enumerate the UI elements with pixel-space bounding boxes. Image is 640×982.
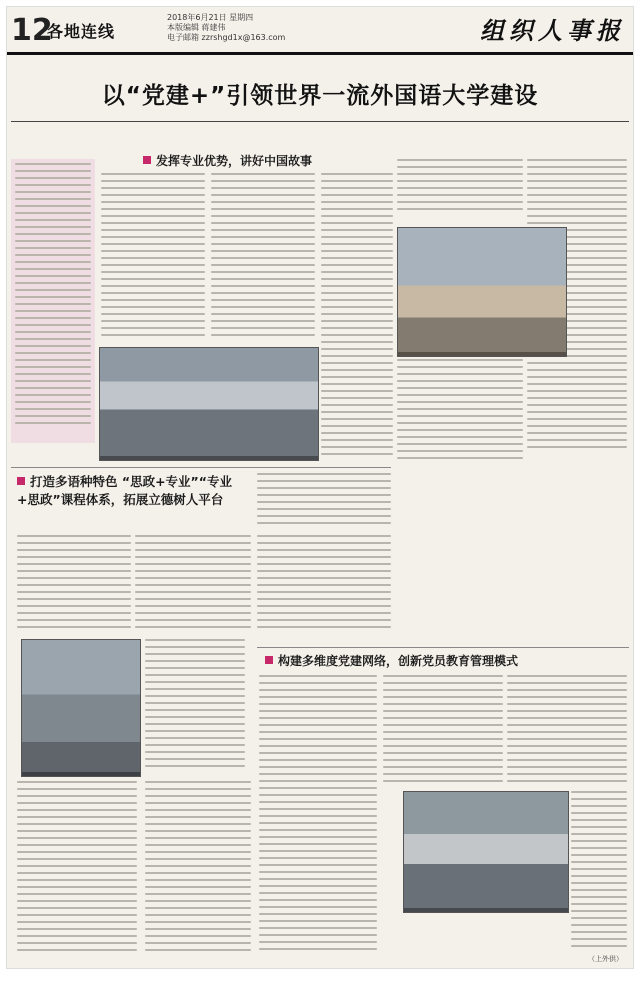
section1-title: 发挥专业优势，讲好中国故事 [156, 154, 313, 168]
section1-col3 [321, 173, 393, 463]
issue-editor: 本版编辑 蒋建伟 [167, 23, 226, 32]
section2-col1b [17, 781, 137, 961]
section2-heading [17, 473, 253, 509]
section2-col2c [145, 781, 251, 961]
lead-text [15, 163, 91, 439]
section2-col3 [257, 535, 391, 635]
section3-title: 构建多维度党建网络，创新党员教育管理模式 [278, 654, 519, 668]
lead-intro [11, 159, 95, 443]
issue-email: 电子邮箱 zzrshgd1x@163.com [167, 33, 286, 42]
issue-meta [167, 13, 285, 43]
section2-col-right-top [257, 473, 391, 533]
section1-col4-top [397, 159, 523, 221]
section3-col1 [259, 675, 377, 961]
page-number: 12 [11, 13, 53, 48]
section2-col2 [135, 535, 251, 635]
section1-col4-bottom [397, 359, 523, 467]
section-name: 各地连线 [47, 22, 116, 41]
masthead: 组织人事报 [480, 16, 625, 45]
lecture-photo-caption [22, 772, 140, 776]
issue-date: 2018年6月21日 星期四 [167, 13, 254, 22]
section2-title: 打造多语种特色 “思政+专业”“专业+思政”课程体系，拓展立德树人平台 [17, 474, 232, 507]
party-photo-caption [404, 908, 568, 912]
section2-rule [11, 467, 391, 468]
source-credit: （上外供） [588, 955, 623, 963]
students-photo-caption [398, 352, 566, 356]
bullet-square-icon [17, 477, 25, 485]
lecture-photo [21, 639, 141, 777]
bullet-square-icon [265, 656, 273, 664]
section3-heading [265, 653, 625, 670]
meeting-photo [99, 347, 319, 461]
section3-col2 [383, 675, 503, 787]
students-group-photo [397, 227, 567, 357]
section2-col2b [145, 639, 245, 779]
party-activity-photo [403, 791, 569, 913]
header-rule [7, 52, 633, 55]
bullet-square-icon [143, 156, 151, 164]
section3-col3 [507, 675, 627, 787]
section1-heading [143, 153, 383, 170]
meeting-photo-caption [100, 456, 318, 460]
section2-col1 [17, 535, 131, 635]
section1-col2 [211, 173, 315, 343]
section3-col4 [571, 791, 627, 951]
page-headline: 以“党建+”引领世界一流外国语大学建设 [101, 83, 539, 109]
headline-rule [11, 121, 629, 122]
newspaper-page [7, 7, 633, 968]
section3-rule [257, 647, 629, 648]
section1-col1 [101, 173, 205, 343]
page-header [7, 7, 633, 53]
